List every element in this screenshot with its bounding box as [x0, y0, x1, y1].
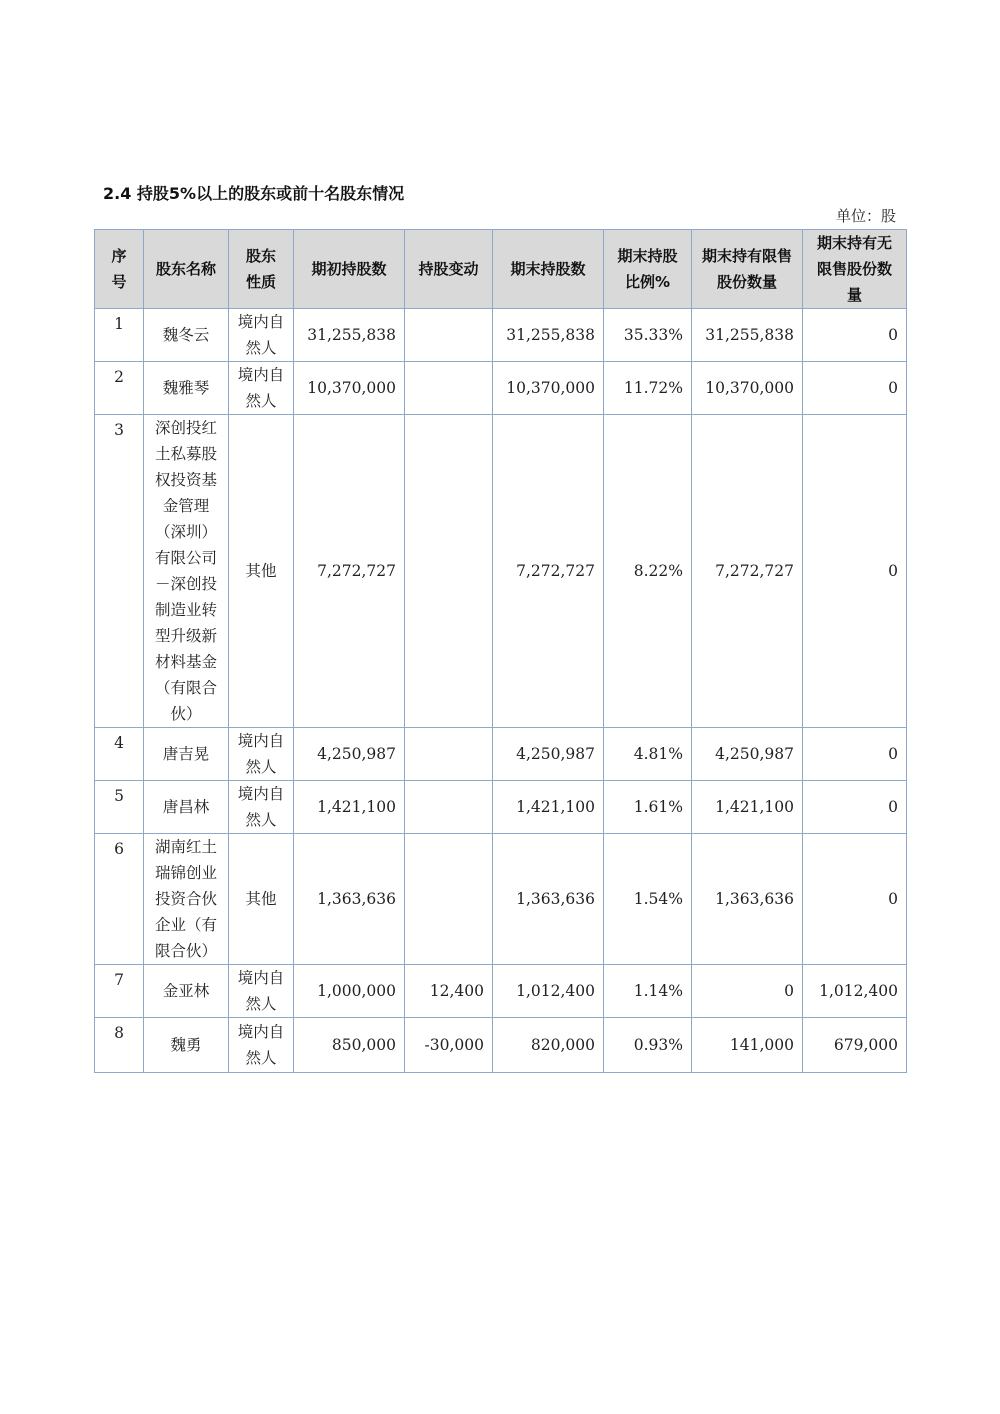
begin-shares: 850,000	[294, 1018, 405, 1073]
end-ratio: 1.14%	[604, 965, 692, 1018]
row-seq: 8	[95, 1018, 144, 1073]
row-seq: 5	[95, 781, 144, 834]
unrestricted-shares: 0	[803, 309, 907, 362]
end-ratio: 8.22%	[604, 415, 692, 728]
end-ratio: 35.33%	[604, 309, 692, 362]
shareholder-nature: 境内自然人	[229, 728, 294, 781]
row-seq: 4	[95, 728, 144, 781]
header-name: 股东名称	[144, 230, 229, 309]
restricted-shares: 141,000	[692, 1018, 803, 1073]
share-change	[405, 834, 493, 965]
shareholder-name: 魏勇	[144, 1018, 229, 1073]
end-shares: 1,421,100	[493, 781, 604, 834]
unrestricted-shares: 1,012,400	[803, 965, 907, 1018]
share-change	[405, 728, 493, 781]
end-ratio: 0.93%	[604, 1018, 692, 1073]
shareholder-nature-text: 境内自然人	[237, 1023, 285, 1067]
header-restricted: 期末持有限售股份数量	[692, 230, 803, 309]
table-row	[95, 309, 907, 362]
header-seq: 序号	[95, 230, 144, 309]
end-shares: 10,370,000	[493, 362, 604, 415]
row-seq: 6	[95, 834, 144, 965]
end-shares: 820,000	[493, 1018, 604, 1073]
header-change: 持股变动	[405, 230, 493, 309]
begin-shares: 1,363,636	[294, 834, 405, 965]
end-ratio: 1.54%	[604, 834, 692, 965]
unrestricted-shares: 0	[803, 362, 907, 415]
end-ratio: 11.72%	[604, 362, 692, 415]
end-shares: 31,255,838	[493, 309, 604, 362]
share-change: 12,400	[405, 965, 493, 1018]
section-title: 2.4 持股5%以上的股东或前十名股东情况	[103, 184, 405, 203]
shareholder-name: 金亚林	[144, 965, 229, 1018]
shareholder-nature: 其他	[229, 834, 294, 965]
restricted-shares: 31,255,838	[692, 309, 803, 362]
table-row	[95, 415, 907, 728]
table-row	[95, 834, 907, 965]
header-nature: 股东性质	[229, 230, 294, 309]
header-end-ratio: 期末持股比例%	[604, 230, 692, 309]
unrestricted-shares: 0	[803, 781, 907, 834]
begin-shares: 7,272,727	[294, 415, 405, 728]
row-seq: 1	[95, 309, 144, 362]
share-change	[405, 362, 493, 415]
table-row	[95, 728, 907, 781]
restricted-shares: 1,421,100	[692, 781, 803, 834]
header-begin-shares: 期初持股数	[294, 230, 405, 309]
row-seq: 2	[95, 362, 144, 415]
share-change: -30,000	[405, 1018, 493, 1073]
begin-shares: 4,250,987	[294, 728, 405, 781]
restricted-shares: 7,272,727	[692, 415, 803, 728]
end-shares: 7,272,727	[493, 415, 604, 728]
shareholder-nature: 境内自然人	[229, 965, 294, 1018]
table-header-row	[95, 230, 907, 309]
shareholder-nature	[229, 1018, 294, 1073]
begin-shares: 10,370,000	[294, 362, 405, 415]
table-row	[95, 362, 907, 415]
shareholder-name: 唐吉晃	[144, 728, 229, 781]
shareholder-nature: 境内自然人	[229, 362, 294, 415]
begin-shares: 1,421,100	[294, 781, 405, 834]
table-row	[95, 781, 907, 834]
begin-shares: 1,000,000	[294, 965, 405, 1018]
end-shares: 1,363,636	[493, 834, 604, 965]
shareholder-table	[94, 229, 907, 1073]
row-seq: 7	[95, 965, 144, 1018]
header-end-shares: 期末持股数	[493, 230, 604, 309]
shareholder-name: 湖南红土瑞锦创业投资合伙企业（有限合伙）	[144, 834, 229, 965]
share-change	[405, 781, 493, 834]
restricted-shares: 1,363,636	[692, 834, 803, 965]
end-shares: 1,012,400	[493, 965, 604, 1018]
shareholder-nature: 境内自然人	[229, 781, 294, 834]
restricted-shares: 0	[692, 965, 803, 1018]
unrestricted-shares: 679,000	[803, 1018, 907, 1073]
unrestricted-shares: 0	[803, 728, 907, 781]
shareholder-name: 深创投红土私募股权投资基金管理（深圳）有限公司－深创投制造业转型升级新材料基金（有限合伙）	[144, 415, 229, 728]
table-row	[95, 1018, 907, 1073]
shareholder-nature: 境内自然人	[229, 309, 294, 362]
shareholder-nature: 其他	[229, 415, 294, 728]
shareholder-name: 唐昌林	[144, 781, 229, 834]
table-row	[95, 965, 907, 1018]
restricted-shares: 10,370,000	[692, 362, 803, 415]
share-change	[405, 309, 493, 362]
unit-label: 单位：股	[835, 207, 896, 225]
shareholder-name: 魏冬云	[144, 309, 229, 362]
end-shares: 4,250,987	[493, 728, 604, 781]
unrestricted-shares: 0	[803, 834, 907, 965]
shareholder-name: 魏雅琴	[144, 362, 229, 415]
end-ratio: 1.61%	[604, 781, 692, 834]
begin-shares: 31,255,838	[294, 309, 405, 362]
restricted-shares: 4,250,987	[692, 728, 803, 781]
unrestricted-shares: 0	[803, 415, 907, 728]
share-change	[405, 415, 493, 728]
header-unrestricted: 期末持有无限售股份数量	[803, 230, 907, 309]
end-ratio: 4.81%	[604, 728, 692, 781]
row-seq: 3	[95, 415, 144, 728]
